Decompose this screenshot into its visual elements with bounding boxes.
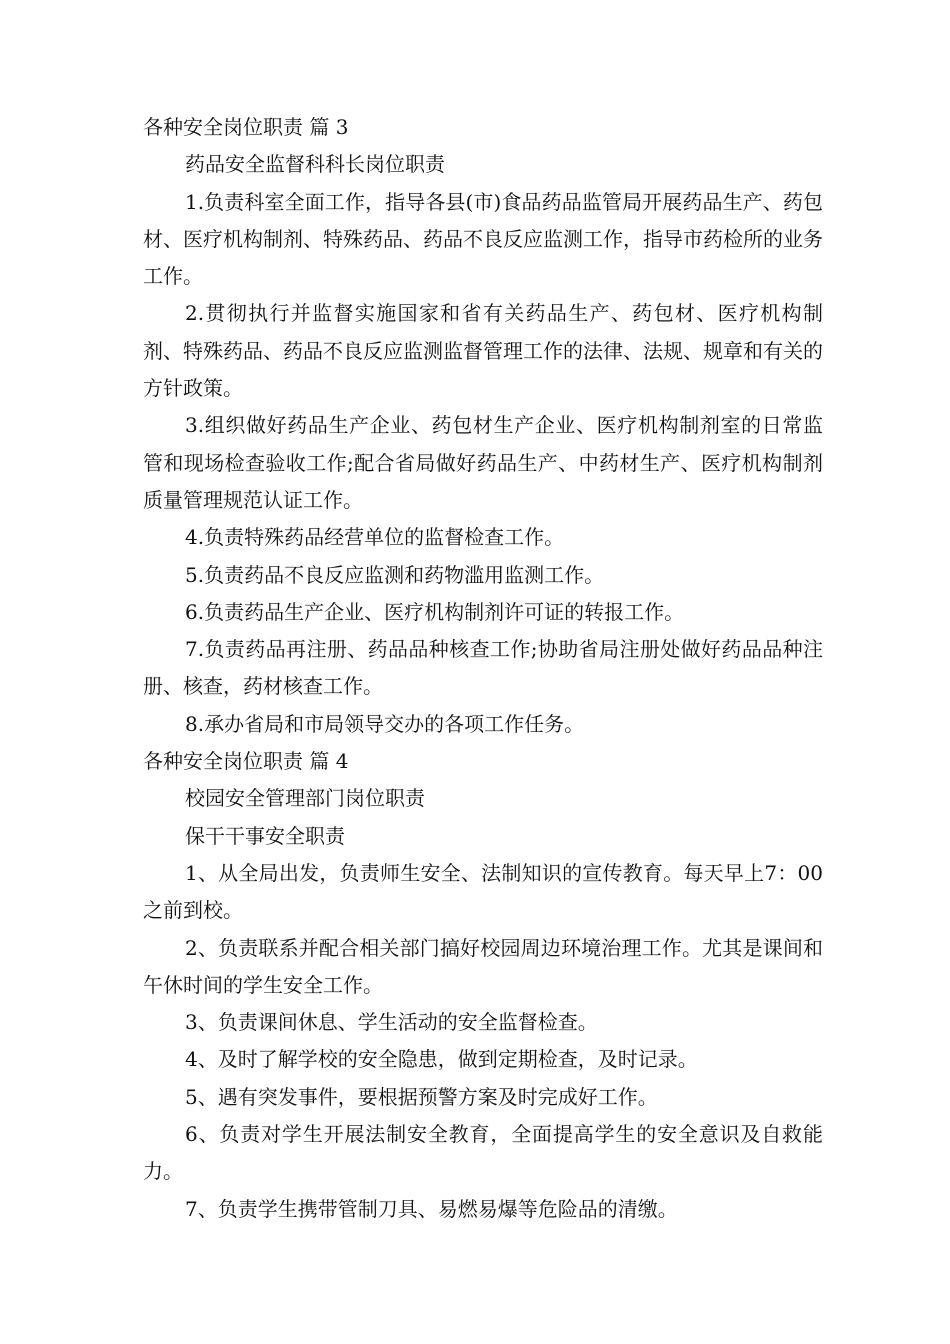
duty-paragraph: 2.贯彻执行并监督实施国家和省有关药品生产、药包材、医疗机构制剂、特殊药品、药品不良反应监测监督管理工作的法律、法规、规章和有关的方针政策。 [143,301,823,401]
duty-paragraph: 8.承办省局和市局领导交办的各项工作任务。 [185,711,585,736]
duty-paragraph: 6.负责药品生产企业、医疗机构制剂许可证的转报工作。 [185,599,685,624]
duty-paragraph: 4、及时了解学校的安全隐患，做到定期检查，及时记录。 [185,1047,698,1072]
duty-paragraph: 7、负责学生携带管制刀具、易燃易爆等危险品的清缴。 [185,1196,678,1221]
duty-paragraph: 5、遇有突发事件，要根据预警方案及时完成好工作。 [185,1084,658,1109]
job-title-line: 药品安全监督科科长岗位职责 [185,152,445,177]
section-heading: 各种安全岗位职责 篇 4 [143,749,349,774]
duty-paragraph: 1.负责科室全面工作，指导各县(市)食品药品监管局开展药品生产、药包材、医疗机构制剂、特殊药品、药品不良反应监测工作，指导市药检所的业务工作。 [143,189,823,289]
job-title-line: 校园安全管理部门岗位职责 [185,786,425,811]
sub-title-line: 保干干事安全职责 [185,823,345,848]
section-heading: 各种安全岗位职责 篇 3 [143,115,349,139]
duty-paragraph: 3、负责课间休息、学生活动的安全监督检查。 [185,1010,598,1035]
duty-paragraph: 2、负责联系并配合相关部门搞好校园周边环境治理工作。尤其是课间和午休时间的学生安全工作。 [143,935,823,997]
duty-paragraph: 7.负责药品再注册、药品品种核查工作;协助省局注册处做好药品品种注册、核查，药材核查工作。 [143,637,823,699]
document-body [143,109,823,1228]
duty-paragraph: 3.组织做好药品生产企业、药包材生产企业、医疗机构制剂室的日常监管和现场检查验收工作;配合省局做好药品生产、中药材生产、医疗机构制剂质量管理规范认证工作。 [143,413,823,512]
duty-paragraph: 6、负责对学生开展法制安全教育，全面提高学生的安全意识及自救能力。 [143,1122,823,1184]
duty-paragraph: 4.负责特殊药品经营单位的监督检查工作。 [185,525,565,550]
duty-paragraph: 5.负责药品不良反应监测和药物滥用监测工作。 [185,562,605,587]
duty-paragraph: 1、从全局出发，负责师生安全、法制知识的宣传教育。每天早上7：00 之前到校。 [143,860,823,923]
